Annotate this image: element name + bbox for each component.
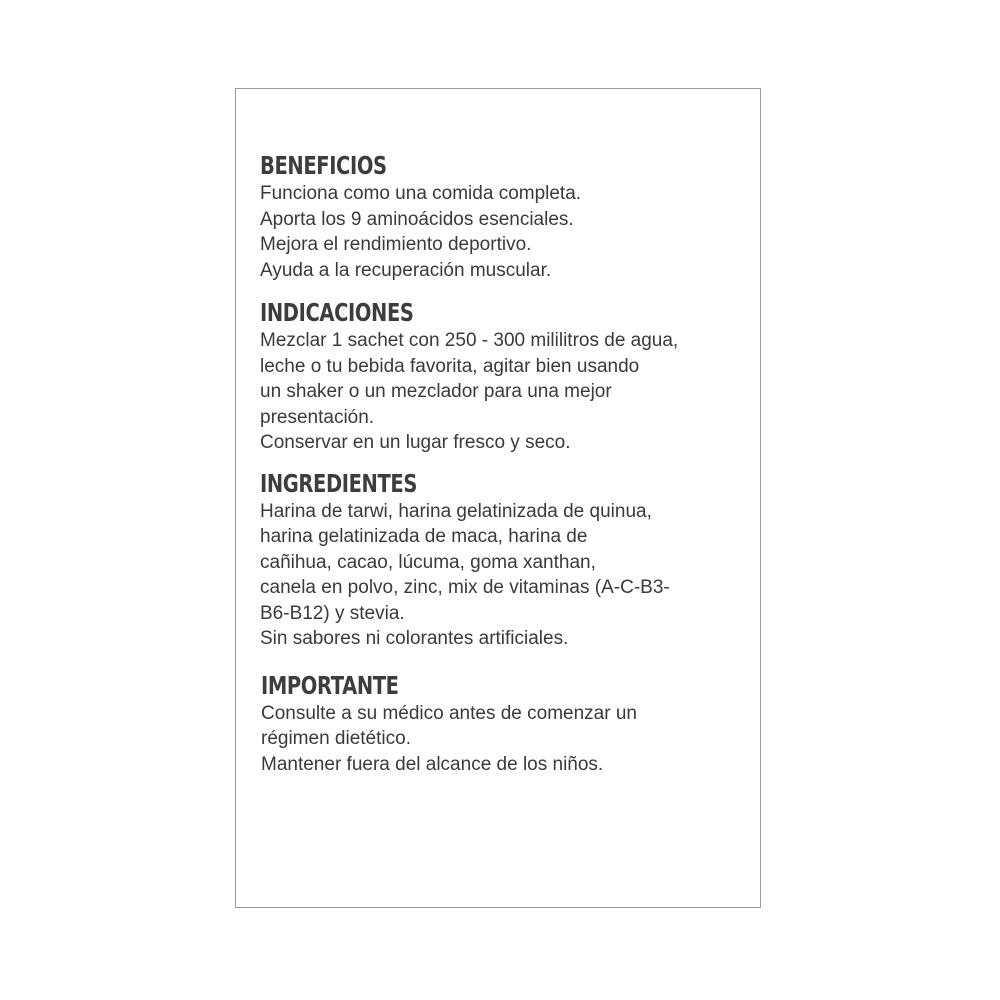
text-line: Mantener fuera del alcance de los niños. — [261, 753, 604, 775]
text-line: Aporta los 9 aminoácidos esenciales. — [260, 208, 574, 230]
text-line: Mezclar 1 sachet con 250 - 300 mililitros de agua, — [260, 330, 679, 351]
text-line: Consulte a su médico antes de comenzar un — [261, 702, 637, 724]
text-line: régimen dietético. — [261, 728, 411, 749]
text-line: cañihua, cacao, lúcuma, goma xanthan, — [260, 551, 596, 573]
section-beneficios — [260, 151, 750, 283]
text-line: Harina de tarwi, harina gelatinizada de quinua, — [260, 500, 652, 522]
text-line: Sin sabores ni colorantes artificiales. — [260, 628, 569, 649]
text-line: Ayuda a la recuperación muscular. — [260, 259, 552, 281]
text-line: B6-B12) y stevia. — [260, 602, 405, 624]
section-importante — [260, 671, 750, 778]
section-ingredientes — [260, 469, 750, 652]
text-line: Conservar en un lugar fresco y seco. — [260, 432, 571, 453]
text-line: leche o tu bebida favorita, agitar bien usando — [260, 355, 640, 377]
section-title: IMPORTANTE — [261, 670, 399, 700]
text-line: Funciona como una comida completa. — [260, 183, 582, 204]
text-line: harina gelatinizada de maca, harina de — [260, 526, 588, 547]
section-indicaciones — [260, 298, 750, 456]
label-content — [260, 151, 750, 777]
section-title: BENEFICIOS — [260, 151, 387, 180]
section-title: INGREDIENTES — [260, 468, 417, 498]
label-card — [235, 88, 761, 908]
text-line: un shaker o un mezclador para una mejor — [260, 381, 612, 402]
text-line: presentación. — [260, 406, 375, 428]
text-line: canela en polvo, zinc, mix de vitaminas (A-C-B3- — [260, 577, 670, 598]
text-line: Mejora el rendimiento deportivo. — [260, 234, 532, 255]
section-title: INDICACIONES — [260, 298, 414, 327]
